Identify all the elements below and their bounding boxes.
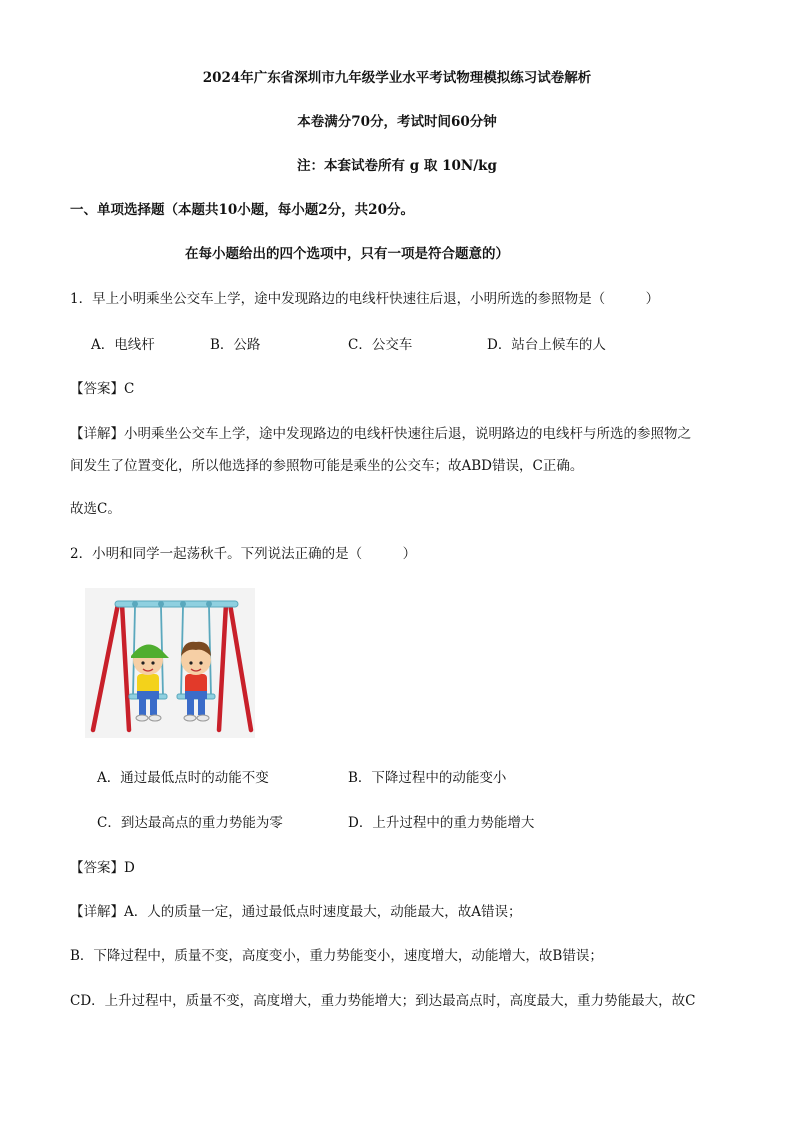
- page-title: 2024年广东省深圳市九年级学业水平考试物理模拟练习试卷解析: [202, 70, 592, 86]
- q2-stem: 2．小明和同学一起荡秋千。下列说法正确的是（ ）: [70, 546, 417, 562]
- swing-illustration: [85, 588, 255, 738]
- q2-option-a: A．通过最低点时的动能不变: [97, 770, 269, 786]
- q2-answer: 【答案】D: [70, 860, 135, 876]
- section-heading: 一、单项选择题（本题共10小题，每小题2分，共20分。: [70, 202, 414, 218]
- section-instruction: 在每小题给出的四个选项中，只有一项是符合题意的）: [185, 246, 509, 262]
- q2-detail-1: 【详解】A．人的质量一定，通过最低点时速度最大，动能最大，故A错误；: [70, 904, 522, 920]
- q1-option-c: C．公交车: [348, 337, 413, 353]
- q2-option-c: C．到达最高点的重力势能为零: [97, 815, 283, 831]
- swing-drawing: [85, 588, 255, 738]
- q1-option-d: D．站台上候车的人: [487, 337, 606, 353]
- q1-conclusion: 故选C。: [70, 501, 121, 517]
- q1-option-b: B．公路: [210, 337, 261, 353]
- q1-option-a: A．电线杆: [91, 337, 155, 353]
- q1-stem: 1．早上小明乘坐公交车上学，途中发现路边的电线杆快速往后退，小明所选的参照物是（ ）: [70, 291, 660, 307]
- q2-detail-3: CD．上升过程中，质量不变，高度增大，重力势能增大；到达最高点时，高度最大，重力势能最大，故C: [70, 993, 696, 1009]
- q1-detail-1: 【详解】小明乘坐公交车上学，途中发现路边的电线杆快速往后退，说明路边的电线杆与所选的参照物之: [70, 426, 691, 442]
- q2-option-b: B．下降过程中的动能变小: [348, 770, 507, 786]
- exam-note: 注：本套试卷所有 g 取 10N/kg: [297, 158, 497, 174]
- exam-info: 本卷满分70分，考试时间60分钟: [297, 114, 497, 130]
- q2-option-d: D．上升过程中的重力势能增大: [348, 815, 535, 831]
- q1-answer: 【答案】C: [70, 381, 135, 397]
- q1-detail-2: 间发生了位置变化，所以他选择的参照物可能是乘坐的公交车；故ABD错误，C正确。: [70, 458, 584, 474]
- q2-detail-2: B．下降过程中，质量不变，高度变小，重力势能变小，速度增大，动能增大，故B错误；: [70, 948, 603, 964]
